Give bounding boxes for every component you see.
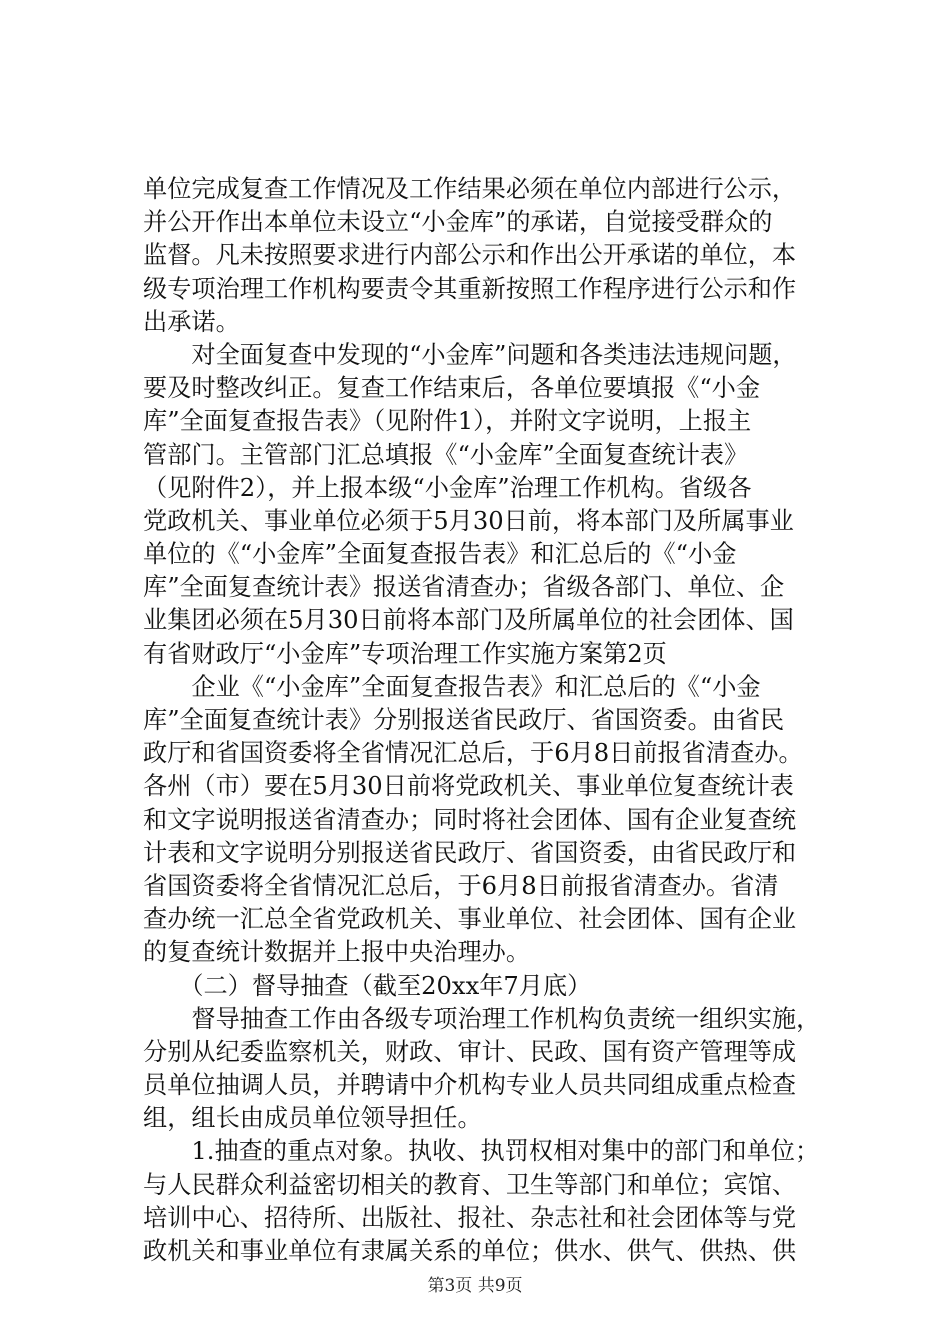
text-line: 政机关和事业单位有隶属关系的单位；供水、供气、供热、供 — [143, 1237, 797, 1265]
text-line: 查办统一汇总全省党政机关、事业单位、社会团体、国有企业 — [143, 905, 797, 934]
text-line: 企业《“小金库”全面复查报告表》和汇总后的《“小金 — [143, 672, 761, 701]
text-line: 各州（市）要在5月30日前将党政机关、事业单位复查统计表 — [143, 772, 794, 801]
text-line: 出承诺。 — [143, 307, 240, 336]
text-line: 监督。凡未按照要求进行内部公示和作出公开承诺的单位，本 — [143, 241, 797, 270]
text-line: 与人民群众利益密切相关的教育、卫生等部门和单位；宾馆、 — [143, 1170, 797, 1199]
text-line: 督导抽查工作由各级专项治理工作机构负责统一组织实施， — [143, 1004, 821, 1033]
text-line: 级专项治理工作机构要责令其重新按照工作程序进行公示和作 — [143, 274, 797, 303]
text-line: 要及时整改纠正。复查工作结束后，各单位要填报《“小金 — [143, 374, 761, 403]
text-line: 库”全面复查报告表》（见附件1），并附文字说明，上报主 — [143, 407, 752, 436]
text-line: 业集团必须在5月30日前将本部门及所属单位的社会团体、国 — [143, 606, 794, 635]
document-body — [143, 173, 843, 1268]
page-footer: 第3页 共9页 — [427, 1276, 523, 1296]
text-line: 单位完成复查工作情况及工作结果必须在单位内部进行公示， — [143, 175, 797, 203]
text-line: 组，组长由成员单位领导担任。 — [143, 1104, 482, 1133]
text-line: （二）督导抽查（截至20xx年7月底） — [143, 971, 592, 1000]
text-line: 员单位抽调人员，并聘请中介机构专业人员共同组成重点检查 — [143, 1071, 797, 1100]
text-line: （见附件2），并上报本级“小金库”治理工作机构。省级各 — [143, 473, 752, 502]
text-line: 分别从纪委监察机关，财政、审计、民政、国有资产管理等成 — [143, 1037, 797, 1066]
text-line: 1.抽查的重点对象。执收、执罚权相对集中的部门和单位； — [143, 1137, 820, 1166]
text-line: 单位的《“小金库”全面复查报告表》和汇总后的《“小金 — [143, 540, 737, 569]
text-line: 并公开作出本单位未设立“小金库”的承诺，自觉接受群众的 — [143, 208, 773, 237]
text-line: 计表和文字说明分别报送省民政厅、省国资委，由省民政厅和 — [143, 838, 797, 867]
text-line: 培训中心、招待所、出版社、报社、杂志社和社会团体等与党 — [143, 1203, 797, 1232]
text-line: 政厅和省国资委将全省情况汇总后，于6月8日前报省清查办。 — [143, 739, 803, 768]
text-line: 库”全面复查统计表》报送省清查办；省级各部门、单位、企 — [143, 573, 785, 602]
text-line: 的复查统计数据并上报中央治理办。 — [143, 938, 531, 967]
text-line: 库”全面复查统计表》分别报送省民政厅、省国资委。由省民 — [143, 706, 785, 734]
text-line: 管部门。主管部门汇总填报《“小金库”全面复查统计表》 — [143, 440, 749, 469]
text-line: 党政机关、事业单位必须于5月30日前，将本部门及所属事业 — [143, 506, 794, 535]
text-line: 有省财政厅“小金库”专项治理工作实施方案第2页 — [143, 639, 667, 668]
text-line: 对全面复查中发现的“小金库”问题和各类违法违规问题， — [143, 340, 797, 369]
text-line: 和文字说明报送省清查办；同时将社会团体、国有企业复查统 — [143, 805, 797, 834]
text-line: 省国资委将全省情况汇总后，于6月8日前报省清查办。省清 — [143, 871, 779, 900]
